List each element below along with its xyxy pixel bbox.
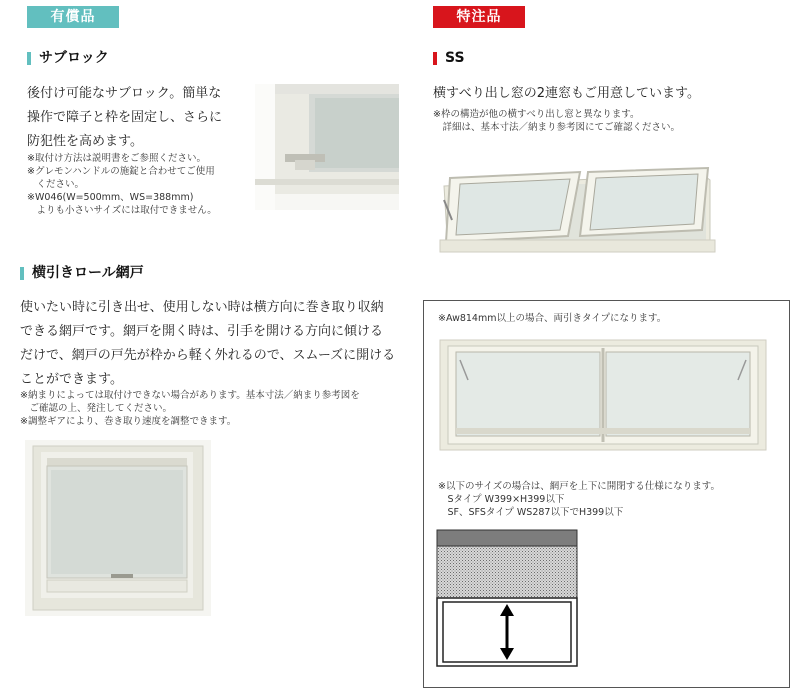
- roll-screen-description: [20, 296, 410, 392]
- double-pull-note: ※Aw814mm以上の場合、両引きタイプになります。: [438, 313, 667, 324]
- roll-screen-description-line: ことができます。: [20, 372, 123, 387]
- sub-lock-description: [27, 82, 257, 154]
- roll-screen-description-line: できる網戸です。網戸を開く時は、引手を開ける方向に傾ける: [20, 324, 383, 339]
- sub-lock-description-line: 防犯性を高めます。: [27, 134, 143, 149]
- roll-screen-title: 横引きロール網戸: [20, 265, 144, 281]
- roll-screen-description-line: 使いたい時に引き出せ、使用しない時は横方向に巻き取り収納: [20, 300, 384, 315]
- custom-order-badge: 特注品: [433, 6, 525, 28]
- sub-lock-photo: [255, 84, 399, 210]
- sub-lock-notes: ※取付け方法は説明書をご参照ください。 ※グレモンハンドルの施錠と合わせてご使用 ください。 ※W046(W=500mm、WS=388mm) よりも小さいサイズには取付できません。: [27, 153, 217, 216]
- ss-description: 横すべり出し窓の2連窓もご用意しています。: [433, 86, 700, 101]
- roll-screen-window-photo: [25, 440, 211, 616]
- sub-lock-title: サブロック: [27, 50, 109, 66]
- roll-screen-notes: ※納まりによっては取付けできない場合があります。基本寸法／納まり参考図を ご確認の上、発注してください。 ※調整ギアにより、巻き取り速度を調整できます。: [20, 390, 360, 427]
- twin-awning-window-photo: [440, 160, 715, 260]
- ss-notes: ※枠の構造が他の横すべり出し窓と異なります。 詳細は、基本寸法／納まり参考図にてご確認ください。: [433, 109, 681, 133]
- sub-lock-description-line: 後付け可能なサブロック。簡単な: [27, 86, 222, 101]
- vertical-open-size-note: ※以下のサイズの場合は、網戸を上下に開閉する仕様になります。 Sタイプ W399×H399以下 SF、SFSタイプ WS287以下でH399以下: [438, 481, 720, 518]
- sub-lock-description-line: 操作で障子と枠を固定し、さらに: [27, 110, 223, 125]
- ss-title: SS: [433, 50, 465, 66]
- double-pull-screen-window-photo: [440, 340, 766, 450]
- paid-option-badge: 有償品: [27, 6, 119, 28]
- roll-screen-description-line: だけで、網戸の戸先が枠から軽く外れるので、スムーズに開ける: [20, 348, 396, 363]
- vertical-screen-diagram: [435, 530, 579, 668]
